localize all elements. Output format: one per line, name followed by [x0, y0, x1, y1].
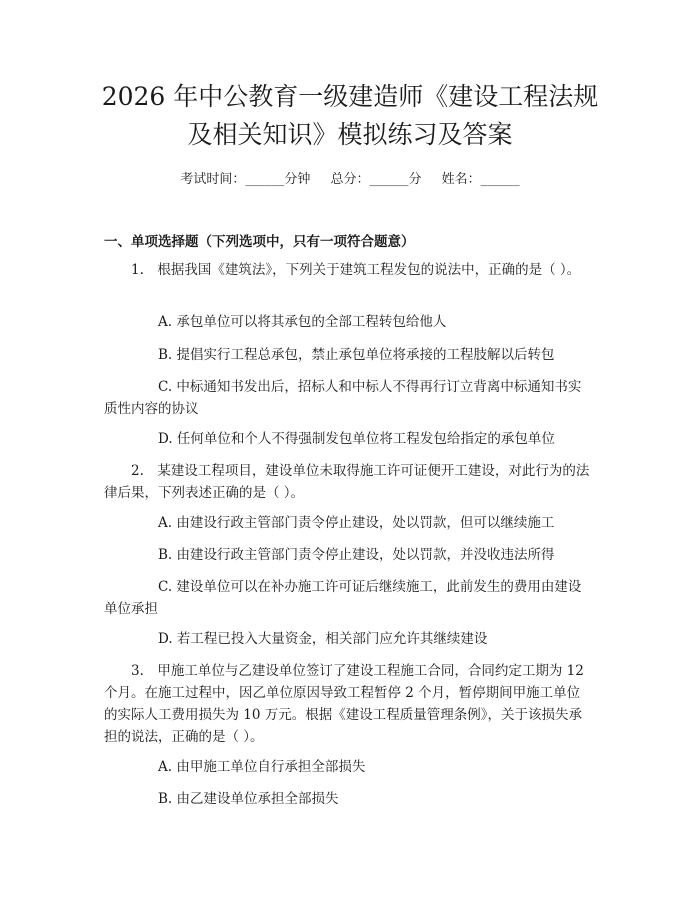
question-2-option-c: C. 建设单位可以在补办施工许可证后继续施工，此前发生的费用由建设单位承担 [104, 579, 582, 617]
question-1-option-a: A. 承包单位可以将其承包的全部工程转包给他人 [158, 314, 447, 330]
question-2-option-a: A. 由建设行政主管部门责令停止建设，处以罚款，但可以继续施工 [158, 515, 555, 531]
exam-info [0, 168, 700, 187]
question-1-option-c: C. 中标通知书发出后，招标人和中标人不得再行订立背离中标通知书实质性内容的协议 [104, 379, 582, 417]
question-3-option-b: B. 由乙建设单位承担全部损失 [158, 791, 339, 807]
question-2-option-d: D. 若工程已投入大量资金，相关部门应允许其继续建设 [158, 631, 488, 647]
total-score: 总分：______分 [330, 172, 422, 187]
question-2-option-b: B. 由建设行政主管部门责令停止建设，处以罚款，并没收违法所得 [158, 547, 555, 563]
question-2-stem: 2. 某建设工程项目，建设单位未取得施工许可证便开工建设，对此行为的法律后果，下列表述正确的是（ ）。 [104, 463, 590, 501]
title-line-1: 2026 年中公教育一级建造师《建设工程法规 [101, 82, 599, 111]
question-3-stem: 3. 甲施工单位与乙建设单位签订了建设工程施工合同，合同约定工期为 12 个月。在施工过程中，因乙单位原因导致工程暂停 2 个月，暂停期间甲施工单位的实际人工费用损失为 10 万元。根据《建设工程质量管理条例》，关于该损失承担的说法，正确的是（ ）。 [104, 663, 584, 745]
question-1-option-d: D. 任何单位和个人不得强制发包单位将工程发包给指定的承包单位 [158, 431, 555, 447]
question-1-stem: 1. 根据我国《建筑法》，下列关于建筑工程发包的说法中，正确的是（ ）。 [131, 262, 581, 278]
title-line-2: 及相关知识》模拟练习及答案 [187, 120, 513, 149]
question-1-option-b: B. 提倡实行工程总承包，禁止承包单位将承接的工程肢解以后转包 [158, 347, 555, 363]
section-heading: 一、单项选择题（下列选项中，只有一项符合题意） [104, 234, 415, 250]
candidate-name: 姓名：______ [441, 172, 520, 187]
exam-time: 考试时间：______分钟 [180, 172, 311, 187]
question-3-option-a: A. 由甲施工单位自行承担全部损失 [158, 759, 366, 775]
document-title [60, 78, 640, 154]
